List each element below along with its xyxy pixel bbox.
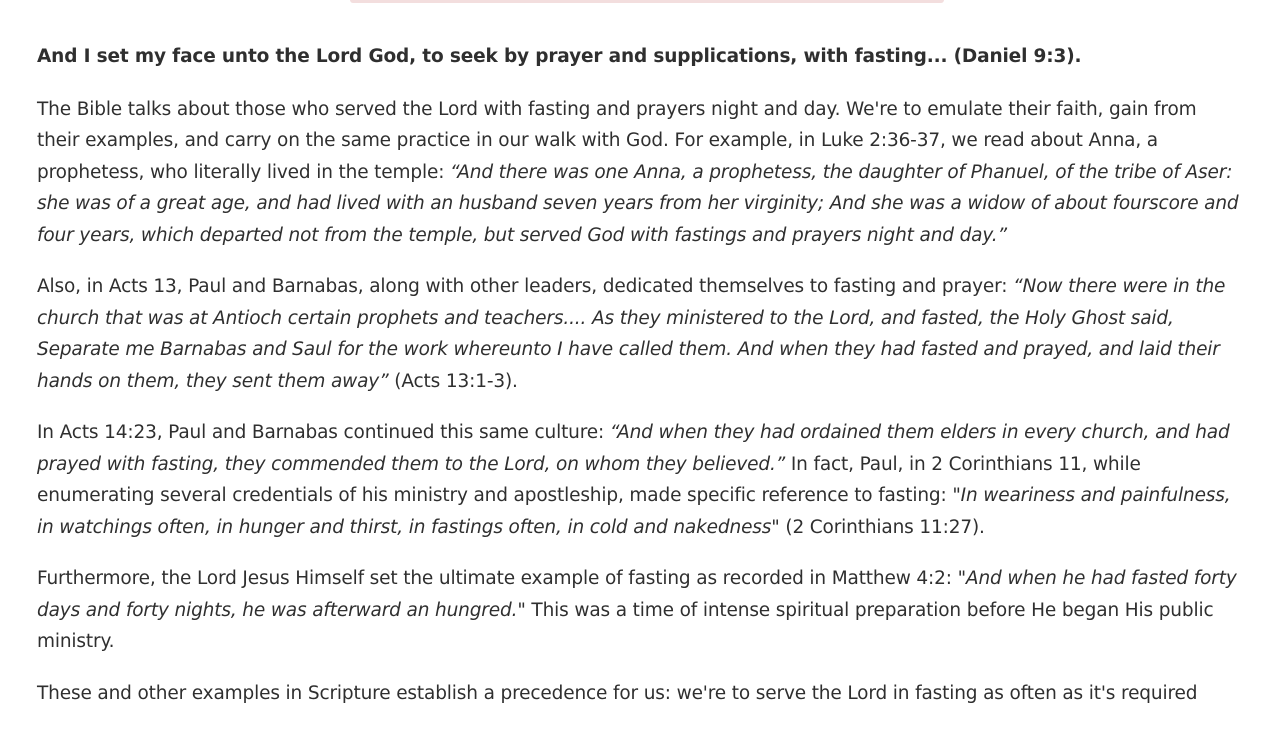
paragraph-text: Also, in Acts 13, Paul and Barnabas, along with other leaders, dedicated themselves to fasting and prayer: — [37, 276, 1014, 297]
scripture-quote: “Now there were in the church that was at Antioch certain prophets and teachers.... As they ministered to the Lord, and fasted, the Holy Ghost said, Separate me Barnabas and Saul for the work whereunto I have called them. And when they had fasted and prayed, and laid their hands on them, they sent them away” — [37, 276, 1226, 392]
article-body — [37, 41, 1243, 729]
scripture-quote: "And when he had fasted forty days and forty nights, he was afterward an hungred." — [37, 568, 1237, 621]
paragraph-acts-13 — [37, 271, 1243, 397]
scripture-reference: (2 Corinthians 11:27). — [779, 516, 985, 538]
paragraph-text: These and other examples in Scripture establish a precedence for us: we're to serve the Lord in fasting as often as it's required — [37, 682, 1198, 704]
paragraph-text: This was a time of intense spiritual preparation before He began His public ministry. — [37, 599, 1214, 652]
header-divider — [350, 0, 944, 3]
scripture-quote: “And when they had ordained them elders in every church, and had prayed with fasting, they commended them to the Lord, on whom they believed.” — [37, 422, 1230, 475]
scripture-reference: (Acts 13:1-3). — [388, 370, 518, 392]
intro-verse: And I set my face unto the Lord God, to seek by prayer and supplications, with fasting... (Daniel 9:3). — [37, 46, 1082, 67]
paragraph-text: Furthermore, the Lord Jesus Himself set the ultimate example of fasting as recorded in Matthew 4:2: — [37, 568, 958, 589]
paragraph-text: In fact, Paul, in 2 Corinthians 11, while enumerating several credentials of his ministry and apostleship, made specific reference to fasting: — [37, 453, 1141, 506]
scripture-quote: "In weariness and painfulness, in watchings often, in hunger and thirst, in fastings often, in cold and nakedness" — [37, 485, 1231, 538]
paragraph-anna — [37, 94, 1243, 252]
scripture-quote: “And there was one Anna, a prophetess, the daughter of Phanuel, of the tribe of Aser: she was of a great age, and had lived with an husband seven years from her virginity; And she was a widow of about fourscore and four years, which departed not from the temple, but served God with fastings and prayers night and day.” — [37, 161, 1239, 246]
paragraph-conclusion — [37, 678, 1243, 710]
paragraph-acts-14 — [37, 417, 1243, 543]
paragraph-matthew — [37, 563, 1243, 658]
paragraph-text: The Bible talks about those who served the Lord with fasting and prayers night and day. We're to emulate their faith, gain from their examples, and carry on the same practice in our walk with God. For example, in Luke 2:36-37, we read about Anna, a prophetess, who literally lived in the temple: — [37, 98, 1197, 183]
paragraph-text: In Acts 14:23, Paul and Barnabas continued this same culture: — [37, 422, 610, 443]
